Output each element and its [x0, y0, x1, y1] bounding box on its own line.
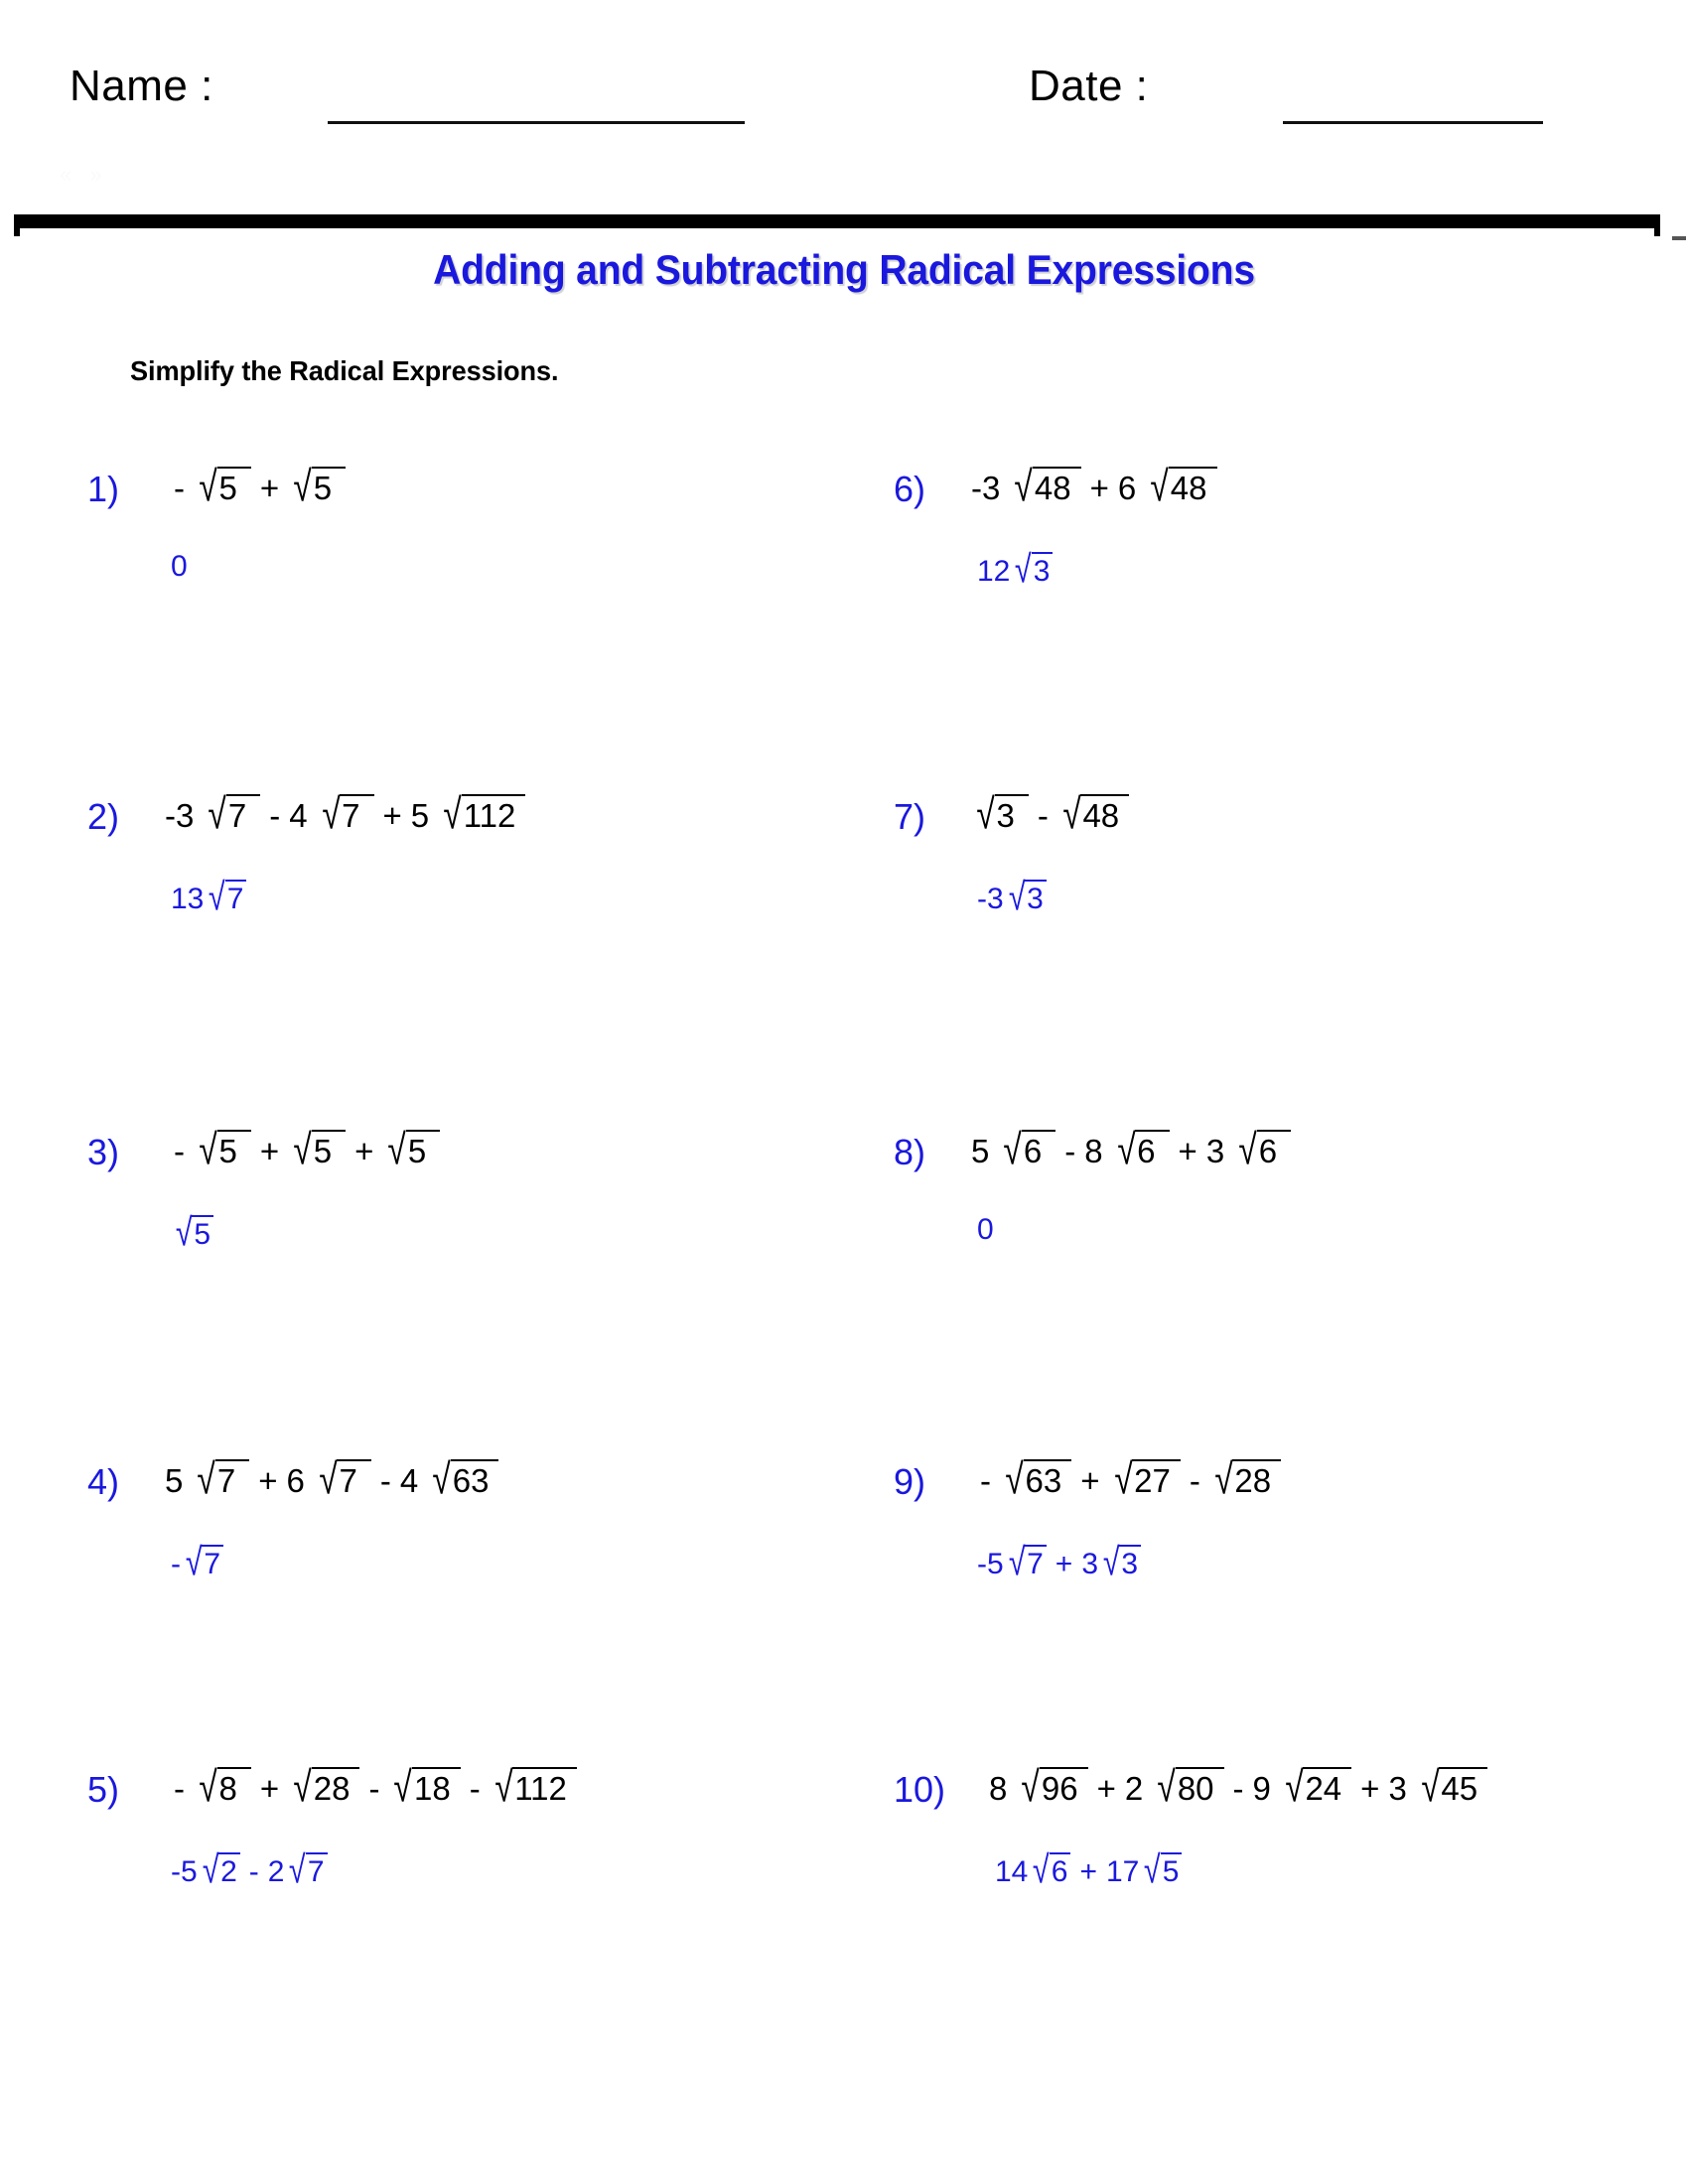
problem-answer[interactable]: [971, 876, 1129, 919]
term-coefficient: 13: [171, 883, 205, 915]
radical-sign-icon: √: [1157, 1763, 1177, 1812]
date-write-line[interactable]: [1283, 121, 1543, 124]
radical-expression: [382, 1126, 440, 1174]
term-coefficient: 17: [1106, 1855, 1140, 1888]
radicand-value: 7: [1025, 1545, 1047, 1579]
radical-expression: [1009, 463, 1080, 511]
problem-expression: [165, 790, 525, 839]
term-coefficient: 5: [165, 1462, 184, 1499]
term-coefficient: 6: [286, 1462, 305, 1499]
radical-expression: [1004, 876, 1047, 919]
problem-body: [971, 790, 1129, 919]
problem-number: 1): [87, 469, 120, 509]
term-coefficient: 4: [399, 1462, 419, 1499]
operator-sign: -: [379, 1462, 391, 1499]
radicand-value: 5: [217, 1130, 251, 1167]
operator-sign: +: [259, 1770, 280, 1807]
radical-expression: [971, 790, 1029, 839]
operator-sign: +: [1089, 470, 1109, 506]
radical-expression: [490, 1763, 577, 1812]
problem-body: [165, 1763, 577, 1892]
radicand-value: 5: [406, 1130, 440, 1167]
radicand-value: 48: [1033, 467, 1081, 504]
problem-answer[interactable]: [989, 1848, 1487, 1892]
radicand-value: 6: [1050, 1852, 1071, 1887]
operator-sign: -: [248, 1855, 259, 1888]
radical-sign-icon: √: [199, 1763, 217, 1812]
term-coefficient: 8: [989, 1770, 1008, 1807]
radical-expression: [181, 1541, 223, 1584]
radical-sign-icon: √: [1021, 1763, 1041, 1812]
name-label: Name :: [70, 62, 213, 110]
problem-expression: [971, 463, 1217, 511]
radical-sign-icon: √: [322, 790, 341, 839]
radical-sign-icon: √: [1008, 876, 1026, 919]
radicand-value: 18: [412, 1767, 461, 1805]
header-divider-rule: [14, 214, 1660, 236]
radicand-value: 2: [218, 1852, 240, 1887]
radical-sign-icon: √: [289, 1848, 307, 1892]
problem-body: [165, 1126, 440, 1255]
term-coefficient: 8: [1084, 1133, 1103, 1169]
problem-expression: [165, 463, 346, 511]
radicand-value: 28: [1232, 1459, 1281, 1497]
radicand-value: 48: [1080, 794, 1129, 832]
radical-sign-icon: √: [1150, 463, 1170, 511]
term-coefficient: -3: [971, 470, 1001, 506]
radical-expression: [1004, 1541, 1047, 1584]
radical-expression: [438, 790, 525, 839]
radicand-value: 63: [1024, 1459, 1072, 1497]
radical-expression: [1098, 1541, 1141, 1584]
radical-expression: [1000, 1455, 1071, 1504]
problem-number: 2): [87, 796, 120, 837]
operator-sign: +: [1096, 1770, 1116, 1807]
radical-expression: [194, 463, 251, 511]
radical-sign-icon: √: [1014, 463, 1034, 511]
operator-sign: -: [980, 1462, 991, 1499]
radicand-value: 5: [312, 1130, 346, 1167]
radicand-value: 7: [225, 880, 247, 914]
radicand-value: 6: [1257, 1130, 1291, 1167]
radical-expression: [1209, 1455, 1281, 1504]
problem-number: 3): [87, 1132, 120, 1172]
operator-sign: -: [469, 1770, 481, 1807]
radicand-value: 5: [192, 1215, 213, 1250]
radical-sign-icon: √: [1015, 548, 1033, 592]
radical-expression: [194, 1763, 251, 1812]
operator-sign: -: [174, 470, 185, 506]
term-coefficient: -3: [165, 797, 195, 834]
problem-answer[interactable]: [165, 552, 346, 582]
radical-sign-icon: √: [293, 1763, 312, 1812]
radicand-value: 27: [1132, 1459, 1181, 1497]
radicand-value: 5: [312, 467, 346, 504]
operator-sign: -: [1232, 1770, 1244, 1807]
term-coefficient: -: [171, 1548, 181, 1580]
term-coefficient: 0: [977, 1213, 994, 1246]
problem-expression: [971, 790, 1129, 839]
radical-sign-icon: √: [387, 1126, 407, 1174]
problem-number: 10): [894, 1769, 946, 1810]
radical-sign-icon: √: [209, 876, 226, 919]
problem-body: [165, 1455, 498, 1584]
term-coefficient: 2: [1124, 1770, 1144, 1807]
operator-sign: +: [259, 470, 280, 506]
problem-expression: [989, 1763, 1487, 1812]
radicand-value: 8: [217, 1767, 251, 1805]
radical-sign-icon: √: [1214, 1455, 1233, 1504]
page-title: Adding and Subtracting Radical Expressions: [433, 246, 1255, 293]
term-coefficient: -5: [977, 1548, 1004, 1580]
radical-sign-icon: √: [208, 790, 227, 839]
radical-expression: [192, 1455, 249, 1504]
radical-sign-icon: √: [1238, 1126, 1257, 1174]
radical-expression: [1109, 1455, 1181, 1504]
radical-expression: [288, 463, 346, 511]
problem-answer[interactable]: [165, 1848, 577, 1892]
radical-sign-icon: √: [432, 1455, 451, 1504]
radicand-value: 7: [340, 794, 373, 832]
term-coefficient: 14: [995, 1855, 1029, 1888]
term-coefficient: 4: [289, 797, 308, 834]
operator-sign: +: [1079, 1855, 1097, 1888]
operator-sign: +: [382, 797, 402, 834]
instruction-text: Simplify the Radical Expressions.: [130, 355, 559, 386]
term-coefficient: 2: [267, 1855, 285, 1888]
radical-sign-icon: √: [1117, 1126, 1136, 1174]
radical-sign-icon: √: [1421, 1763, 1440, 1812]
problem-expression: [165, 1455, 498, 1504]
radical-expression: [1233, 1126, 1291, 1174]
name-write-line[interactable]: [328, 121, 745, 124]
radical-sign-icon: √: [1005, 1455, 1024, 1504]
radicand-value: 6: [1022, 1130, 1055, 1167]
radicand-value: 24: [1303, 1767, 1351, 1805]
radical-expression: [1010, 548, 1053, 592]
radical-expression: [288, 1126, 346, 1174]
radicand-value: 28: [312, 1767, 360, 1805]
radicand-value: 5: [1161, 1852, 1183, 1887]
problem-expression: [165, 1126, 440, 1174]
radical-expression: [1016, 1763, 1087, 1812]
radical-expression: [1057, 790, 1129, 839]
radical-expression: [288, 1763, 359, 1812]
radical-expression: [317, 790, 374, 839]
radical-sign-icon: √: [1144, 1848, 1162, 1892]
header-divider-gap: [20, 228, 1654, 236]
radical-expression: [171, 1211, 213, 1255]
radical-sign-icon: √: [293, 463, 312, 511]
term-coefficient: -5: [171, 1855, 198, 1888]
operator-sign: -: [174, 1133, 185, 1169]
operator-sign: -: [1037, 797, 1049, 834]
radical-expression: [1139, 1848, 1182, 1892]
operator-sign: -: [368, 1770, 380, 1807]
term-coefficient: 3: [1205, 1133, 1225, 1169]
radical-sign-icon: √: [197, 1455, 216, 1504]
operator-sign: -: [1189, 1462, 1200, 1499]
radical-sign-icon: √: [1102, 1541, 1120, 1584]
problem-expression: [165, 1763, 577, 1812]
problem-answer[interactable]: [971, 1541, 1281, 1584]
problem-expression: [971, 1455, 1281, 1504]
radical-sign-icon: √: [202, 1848, 219, 1892]
problem-body: [971, 463, 1217, 592]
operator-sign: +: [1080, 1462, 1100, 1499]
operator-sign: +: [259, 1133, 280, 1169]
problem-number: 6): [894, 469, 926, 509]
operator-sign: +: [1178, 1133, 1197, 1169]
operator-sign: -: [174, 1770, 185, 1807]
term-coefficient: 3: [1081, 1548, 1098, 1580]
problem-number: 7): [894, 796, 926, 837]
radical-sign-icon: √: [293, 1126, 312, 1174]
radicand-value: 80: [1176, 1767, 1224, 1805]
radicand-value: 112: [512, 1767, 577, 1805]
radical-sign-icon: √: [1033, 1848, 1051, 1892]
radical-expression: [1028, 1848, 1070, 1892]
radical-sign-icon: √: [185, 1541, 203, 1584]
problem-answer[interactable]: [165, 876, 525, 919]
term-coefficient: 5: [971, 1133, 990, 1169]
radicand-value: 7: [226, 794, 260, 832]
term-coefficient: 12: [977, 555, 1011, 588]
problem-body: [971, 1126, 1291, 1246]
operator-sign: -: [269, 797, 281, 834]
radical-expression: [194, 1126, 251, 1174]
problem-number: 9): [894, 1461, 926, 1502]
problem-answer[interactable]: [165, 1211, 440, 1255]
radical-expression: [1416, 1763, 1487, 1812]
operator-sign: +: [354, 1133, 374, 1169]
term-coefficient: 3: [1388, 1770, 1407, 1807]
problem-body: [989, 1763, 1487, 1892]
rule-end-dash: [1672, 236, 1686, 240]
problem-number: 5): [87, 1769, 120, 1810]
radicand-value: 3: [995, 794, 1029, 832]
radical-sign-icon: √: [1062, 790, 1081, 839]
radical-expression: [314, 1455, 371, 1504]
term-coefficient: 0: [171, 550, 188, 583]
problem-number: 4): [87, 1461, 120, 1502]
radicand-value: 7: [306, 1852, 328, 1887]
worksheet-header: [0, 0, 1688, 199]
radical-expression: [1280, 1763, 1351, 1812]
operator-sign: +: [1360, 1770, 1380, 1807]
problem-answer[interactable]: [165, 1541, 498, 1584]
radicand-value: 3: [1119, 1545, 1141, 1579]
radicand-value: 45: [1439, 1767, 1487, 1805]
radical-expression: [204, 876, 246, 919]
radical-sign-icon: √: [1003, 1126, 1023, 1174]
term-coefficient: 9: [1252, 1770, 1271, 1807]
term-coefficient: 5: [410, 797, 430, 834]
radicand-value: 3: [1025, 880, 1047, 914]
radical-sign-icon: √: [1008, 1541, 1026, 1584]
radical-sign-icon: √: [199, 463, 217, 511]
radical-expression: [388, 1763, 460, 1812]
radicand-value: 63: [451, 1459, 499, 1497]
radicand-value: 3: [1032, 552, 1054, 587]
radical-expression: [1112, 1126, 1170, 1174]
problem-number: 8): [894, 1132, 926, 1172]
radical-sign-icon: √: [976, 790, 995, 839]
radicand-value: 7: [202, 1545, 223, 1579]
operator-sign: +: [1055, 1548, 1073, 1580]
radical-expression: [998, 1126, 1055, 1174]
radicand-value: 7: [337, 1459, 370, 1497]
term-coefficient: 6: [1117, 470, 1137, 506]
radical-sign-icon: √: [1113, 1455, 1133, 1504]
radical-sign-icon: √: [1285, 1763, 1304, 1812]
radicand-value: 48: [1169, 467, 1217, 504]
problem-answer[interactable]: [971, 1215, 1291, 1245]
radicand-value: 6: [1135, 1130, 1169, 1167]
radical-expression: [203, 790, 260, 839]
problem-expression: [971, 1126, 1291, 1174]
radicand-value: 112: [462, 794, 526, 832]
radical-expression: [1152, 1763, 1223, 1812]
radicand-value: 96: [1040, 1767, 1088, 1805]
radical-expression: [284, 1848, 327, 1892]
radicand-value: 7: [215, 1459, 249, 1497]
radical-expression: [198, 1848, 240, 1892]
date-label: Date :: [1029, 62, 1149, 110]
problem-body: [971, 1455, 1281, 1584]
problem-answer[interactable]: [971, 548, 1217, 592]
operator-sign: +: [258, 1462, 278, 1499]
radical-sign-icon: √: [175, 1211, 193, 1255]
radical-sign-icon: √: [443, 790, 462, 839]
problem-body: [165, 463, 346, 583]
term-coefficient: -3: [977, 883, 1004, 915]
radical-sign-icon: √: [494, 1763, 513, 1812]
radical-expression: [427, 1455, 498, 1504]
problem-body: [165, 790, 525, 919]
radical-sign-icon: √: [319, 1455, 338, 1504]
radical-sign-icon: √: [393, 1763, 413, 1812]
operator-sign: -: [1064, 1133, 1076, 1169]
radicand-value: 5: [217, 467, 251, 504]
faint-watermark-marks: « »: [60, 162, 108, 187]
radical-sign-icon: √: [199, 1126, 217, 1174]
radical-expression: [1145, 463, 1216, 511]
